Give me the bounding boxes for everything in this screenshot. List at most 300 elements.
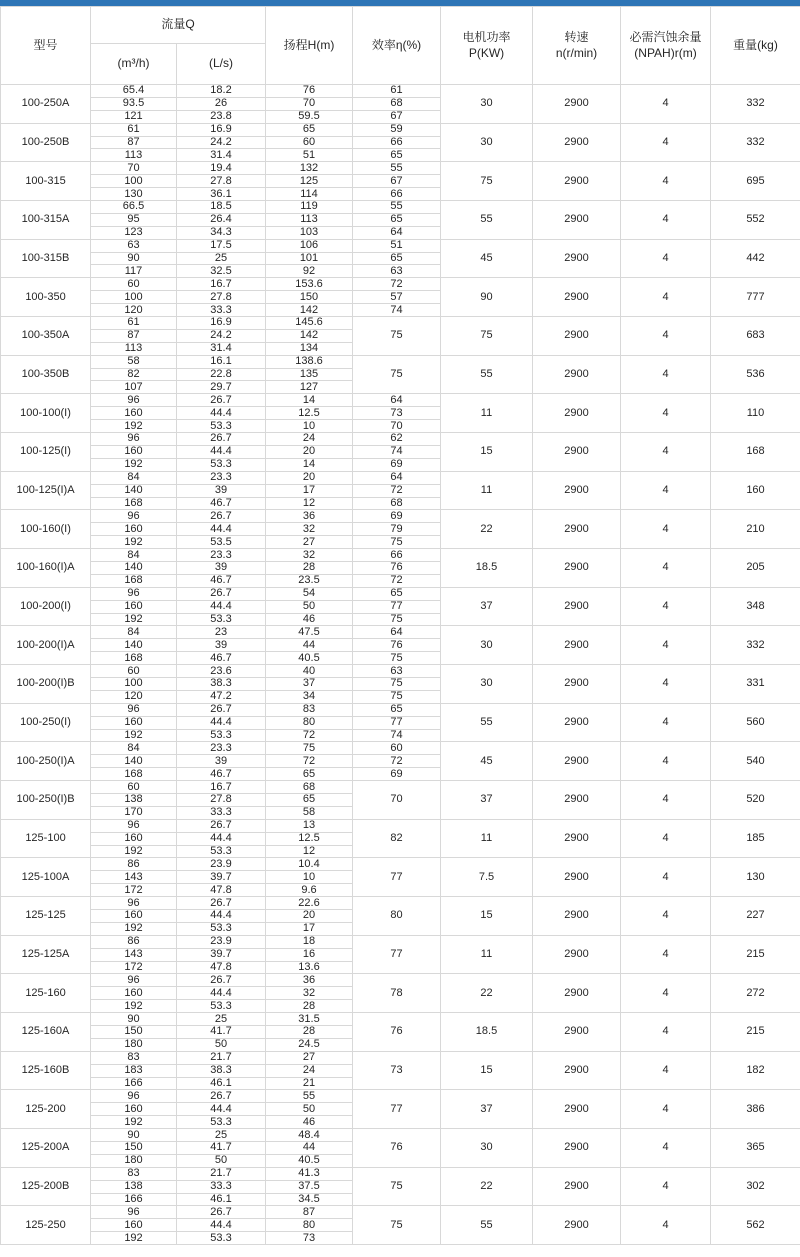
flow-m3h-cell: 192 (91, 845, 177, 858)
efficiency-cell: 55 (353, 201, 441, 214)
speed-cell: 2900 (533, 1129, 621, 1168)
table-body (1, 85, 800, 1245)
flow-m3h-cell: 107 (91, 381, 177, 394)
flow-m3h-cell: 140 (91, 639, 177, 652)
flow-m3h-cell: 65.4 (91, 85, 177, 98)
efficiency-cell: 76 (353, 639, 441, 652)
table-row (1, 433, 800, 446)
head-cell: 135 (266, 368, 353, 381)
weight-cell: 540 (711, 742, 800, 781)
flow-m3h-cell: 90 (91, 252, 177, 265)
npsh-cell: 4 (621, 278, 711, 317)
col-header-weight: 重量(kg) (711, 7, 800, 85)
head-cell: 106 (266, 239, 353, 252)
model-cell: 125-160A (1, 1013, 91, 1052)
flow-ls-cell: 23 (177, 626, 266, 639)
table-row (1, 317, 800, 330)
flow-m3h-cell: 61 (91, 123, 177, 136)
efficiency-cell: 72 (353, 484, 441, 497)
efficiency-cell: 73 (353, 407, 441, 420)
speed-cell: 2900 (533, 703, 621, 742)
power-cell: 55 (441, 1206, 533, 1245)
head-cell: 13.6 (266, 961, 353, 974)
head-cell: 92 (266, 265, 353, 278)
weight-cell: 272 (711, 974, 800, 1013)
head-cell: 37.5 (266, 1180, 353, 1193)
model-cell: 125-100A (1, 858, 91, 897)
efficiency-cell: 66 (353, 136, 441, 149)
flow-ls-cell: 53.3 (177, 1232, 266, 1245)
flow-m3h-cell: 168 (91, 768, 177, 781)
flow-m3h-cell: 150 (91, 1142, 177, 1155)
flow-m3h-cell: 84 (91, 549, 177, 562)
model-cell: 100-160(I)A (1, 549, 91, 588)
npsh-cell: 4 (621, 897, 711, 936)
flow-m3h-cell: 96 (91, 433, 177, 446)
weight-cell: 332 (711, 123, 800, 162)
speed-cell: 2900 (533, 781, 621, 820)
speed-cell: 2900 (533, 433, 621, 472)
flow-ls-cell: 41.7 (177, 1142, 266, 1155)
flow-m3h-cell: 96 (91, 974, 177, 987)
npsh-cell: 4 (621, 858, 711, 897)
head-cell: 32 (266, 549, 353, 562)
flow-m3h-cell: 172 (91, 961, 177, 974)
head-cell: 40.5 (266, 1154, 353, 1167)
table-row (1, 858, 800, 871)
flow-m3h-cell: 96 (91, 1206, 177, 1219)
flow-m3h-cell: 95 (91, 213, 177, 226)
speed-header-line2: n(r/min) (555, 45, 598, 60)
model-cell: 125-160B (1, 1051, 91, 1090)
model-cell: 100-350A (1, 317, 91, 356)
flow-m3h-cell: 83 (91, 1051, 177, 1064)
power-cell: 45 (441, 742, 533, 781)
weight-cell: 536 (711, 355, 800, 394)
head-cell: 16 (266, 948, 353, 961)
flow-m3h-cell: 168 (91, 652, 177, 665)
flow-ls-cell: 25 (177, 1013, 266, 1026)
flow-m3h-cell: 121 (91, 110, 177, 123)
table-row (1, 471, 800, 484)
npsh-cell: 4 (621, 355, 711, 394)
model-cell: 100-160(I) (1, 510, 91, 549)
head-cell: 75 (266, 742, 353, 755)
flow-ls-cell: 26.7 (177, 510, 266, 523)
flow-ls-cell: 26.7 (177, 587, 266, 600)
flow-ls-cell: 23.9 (177, 935, 266, 948)
head-cell: 32 (266, 523, 353, 536)
speed-cell: 2900 (533, 665, 621, 704)
flow-m3h-cell: 58 (91, 355, 177, 368)
weight-cell: 332 (711, 85, 800, 124)
npsh-cell: 4 (621, 626, 711, 665)
speed-cell: 2900 (533, 278, 621, 317)
efficiency-cell: 75 (353, 355, 441, 394)
npsh-cell: 4 (621, 433, 711, 472)
npsh-cell: 4 (621, 587, 711, 626)
efficiency-cell: 75 (353, 536, 441, 549)
flow-ls-cell: 46.7 (177, 574, 266, 587)
efficiency-cell: 63 (353, 265, 441, 278)
weight-cell: 562 (711, 1206, 800, 1245)
model-cell: 125-125A (1, 935, 91, 974)
npsh-cell: 4 (621, 1013, 711, 1052)
flow-ls-cell: 39 (177, 484, 266, 497)
head-cell: 10 (266, 420, 353, 433)
flow-m3h-cell: 138 (91, 793, 177, 806)
flow-m3h-cell: 82 (91, 368, 177, 381)
power-cell: 37 (441, 1090, 533, 1129)
flow-ls-cell: 39 (177, 639, 266, 652)
flow-ls-cell: 24.2 (177, 136, 266, 149)
head-cell: 72 (266, 755, 353, 768)
power-header-line1: 电机功率 (462, 29, 511, 44)
col-header-flow-group: 流量Q (91, 7, 266, 44)
flow-m3h-cell: 93.5 (91, 97, 177, 110)
head-cell: 17 (266, 922, 353, 935)
flow-m3h-cell: 60 (91, 781, 177, 794)
flow-ls-cell: 44.4 (177, 523, 266, 536)
flow-ls-cell: 50 (177, 1154, 266, 1167)
flow-ls-cell: 26.7 (177, 1090, 266, 1103)
head-cell: 72 (266, 729, 353, 742)
flow-m3h-cell: 87 (91, 136, 177, 149)
head-cell: 17 (266, 484, 353, 497)
flow-ls-cell: 53.3 (177, 613, 266, 626)
efficiency-cell: 63 (353, 665, 441, 678)
weight-cell: 348 (711, 587, 800, 626)
flow-m3h-cell: 143 (91, 871, 177, 884)
flow-m3h-cell: 160 (91, 910, 177, 923)
speed-cell: 2900 (533, 1051, 621, 1090)
npsh-cell: 4 (621, 1090, 711, 1129)
head-cell: 55 (266, 1090, 353, 1103)
flow-ls-cell: 26.7 (177, 897, 266, 910)
efficiency-cell: 66 (353, 549, 441, 562)
flow-m3h-cell: 140 (91, 484, 177, 497)
efficiency-cell: 75 (353, 613, 441, 626)
flow-ls-cell: 26.7 (177, 974, 266, 987)
flow-ls-cell: 44.4 (177, 600, 266, 613)
speed-cell: 2900 (533, 1090, 621, 1129)
flow-m3h-cell: 96 (91, 1090, 177, 1103)
efficiency-cell: 68 (353, 497, 441, 510)
power-cell: 37 (441, 781, 533, 820)
table-row (1, 162, 800, 175)
speed-cell: 2900 (533, 549, 621, 588)
flow-m3h-cell: 160 (91, 523, 177, 536)
efficiency-cell: 74 (353, 729, 441, 742)
model-cell: 100-250(I)B (1, 781, 91, 820)
model-cell: 100-250B (1, 123, 91, 162)
flow-m3h-cell: 143 (91, 948, 177, 961)
weight-cell: 110 (711, 394, 800, 433)
head-cell: 12.5 (266, 407, 353, 420)
head-cell: 101 (266, 252, 353, 265)
weight-cell: 683 (711, 317, 800, 356)
head-cell: 18 (266, 935, 353, 948)
efficiency-cell: 74 (353, 304, 441, 317)
flow-ls-cell: 44.4 (177, 910, 266, 923)
table-row (1, 1129, 800, 1142)
efficiency-cell: 76 (353, 561, 441, 574)
power-cell: 15 (441, 433, 533, 472)
weight-cell: 302 (711, 1167, 800, 1206)
flow-m3h-cell: 180 (91, 1154, 177, 1167)
flow-m3h-cell: 113 (91, 342, 177, 355)
head-cell: 132 (266, 162, 353, 175)
power-cell: 30 (441, 626, 533, 665)
speed-header-line1: 转速 (564, 29, 589, 44)
speed-cell: 2900 (533, 742, 621, 781)
head-cell: 27 (266, 536, 353, 549)
npsh-cell: 4 (621, 703, 711, 742)
flow-m3h-cell: 63 (91, 239, 177, 252)
table-row (1, 781, 800, 794)
flow-m3h-cell: 172 (91, 884, 177, 897)
weight-cell: 560 (711, 703, 800, 742)
efficiency-cell: 80 (353, 897, 441, 936)
weight-cell: 365 (711, 1129, 800, 1168)
flow-m3h-cell: 166 (91, 1193, 177, 1206)
flow-m3h-cell: 120 (91, 690, 177, 703)
speed-cell: 2900 (533, 858, 621, 897)
head-cell: 28 (266, 561, 353, 574)
flow-m3h-cell: 168 (91, 574, 177, 587)
efficiency-cell: 55 (353, 162, 441, 175)
table-row (1, 819, 800, 832)
table-row (1, 1051, 800, 1064)
npsh-cell: 4 (621, 123, 711, 162)
speed-cell: 2900 (533, 587, 621, 626)
head-cell: 20 (266, 445, 353, 458)
head-cell: 12 (266, 845, 353, 858)
table-row (1, 1167, 800, 1180)
head-cell: 65 (266, 123, 353, 136)
flow-ls-cell: 46.7 (177, 652, 266, 665)
flow-ls-cell: 16.9 (177, 123, 266, 136)
flow-m3h-cell: 192 (91, 420, 177, 433)
efficiency-cell: 75 (353, 690, 441, 703)
flow-ls-cell: 27.8 (177, 291, 266, 304)
weight-cell: 552 (711, 201, 800, 240)
head-cell: 12 (266, 497, 353, 510)
head-cell: 28 (266, 1026, 353, 1039)
table-row (1, 665, 800, 678)
head-cell: 40 (266, 665, 353, 678)
flow-ls-cell: 23.3 (177, 742, 266, 755)
efficiency-cell: 65 (353, 149, 441, 162)
speed-cell: 2900 (533, 394, 621, 433)
power-cell: 55 (441, 355, 533, 394)
npsh-cell: 4 (621, 1167, 711, 1206)
flow-m3h-cell: 170 (91, 806, 177, 819)
col-header-flow-m3h: (m³/h) (91, 44, 177, 85)
head-cell: 80 (266, 1219, 353, 1232)
head-cell: 145.6 (266, 317, 353, 330)
col-header-speed (533, 7, 621, 85)
flow-m3h-cell: 90 (91, 1129, 177, 1142)
flow-ls-cell: 44.4 (177, 407, 266, 420)
model-cell: 125-200A (1, 1129, 91, 1168)
efficiency-cell: 78 (353, 974, 441, 1013)
flow-ls-cell: 53.3 (177, 458, 266, 471)
head-cell: 46 (266, 613, 353, 626)
efficiency-cell: 77 (353, 935, 441, 974)
efficiency-cell: 68 (353, 97, 441, 110)
flow-m3h-cell: 150 (91, 1026, 177, 1039)
flow-m3h-cell: 160 (91, 1103, 177, 1116)
power-cell: 15 (441, 1051, 533, 1090)
head-cell: 119 (266, 201, 353, 214)
weight-cell: 442 (711, 239, 800, 278)
flow-m3h-cell: 192 (91, 922, 177, 935)
head-cell: 58 (266, 806, 353, 819)
power-cell: 15 (441, 897, 533, 936)
flow-ls-cell: 27.8 (177, 175, 266, 188)
flow-m3h-cell: 86 (91, 935, 177, 948)
model-cell: 100-315B (1, 239, 91, 278)
flow-m3h-cell: 138 (91, 1180, 177, 1193)
flow-m3h-cell: 180 (91, 1038, 177, 1051)
flow-ls-cell: 53.5 (177, 536, 266, 549)
power-cell: 22 (441, 510, 533, 549)
flow-m3h-cell: 100 (91, 291, 177, 304)
flow-ls-cell: 23.3 (177, 471, 266, 484)
speed-cell: 2900 (533, 819, 621, 858)
flow-ls-cell: 18.2 (177, 85, 266, 98)
npsh-cell: 4 (621, 510, 711, 549)
flow-m3h-cell: 166 (91, 1077, 177, 1090)
model-cell: 100-100(I) (1, 394, 91, 433)
flow-ls-cell: 22.8 (177, 368, 266, 381)
table-row (1, 587, 800, 600)
flow-ls-cell: 31.4 (177, 342, 266, 355)
flow-ls-cell: 50 (177, 1038, 266, 1051)
flow-ls-cell: 16.7 (177, 278, 266, 291)
table-row (1, 626, 800, 639)
head-cell: 36 (266, 510, 353, 523)
flow-ls-cell: 33.3 (177, 806, 266, 819)
head-cell: 153.6 (266, 278, 353, 291)
head-cell: 10 (266, 871, 353, 884)
table-row (1, 1206, 800, 1219)
flow-ls-cell: 34.3 (177, 226, 266, 239)
npsh-cell: 4 (621, 239, 711, 278)
flow-m3h-cell: 96 (91, 394, 177, 407)
efficiency-cell: 65 (353, 587, 441, 600)
flow-m3h-cell: 160 (91, 832, 177, 845)
head-cell: 21 (266, 1077, 353, 1090)
weight-cell: 130 (711, 858, 800, 897)
npsh-cell: 4 (621, 1129, 711, 1168)
flow-m3h-cell: 100 (91, 175, 177, 188)
flow-ls-cell: 23.6 (177, 665, 266, 678)
efficiency-cell: 64 (353, 226, 441, 239)
head-cell: 114 (266, 188, 353, 201)
efficiency-cell: 72 (353, 278, 441, 291)
flow-ls-cell: 39.7 (177, 871, 266, 884)
speed-cell: 2900 (533, 974, 621, 1013)
flow-m3h-cell: 90 (91, 1013, 177, 1026)
flow-m3h-cell: 117 (91, 265, 177, 278)
model-cell: 100-350 (1, 278, 91, 317)
table-row (1, 1013, 800, 1026)
head-cell: 44 (266, 639, 353, 652)
efficiency-cell: 69 (353, 510, 441, 523)
head-cell: 24 (266, 1064, 353, 1077)
flow-ls-cell: 44.4 (177, 445, 266, 458)
efficiency-cell: 74 (353, 445, 441, 458)
flow-ls-cell: 26.7 (177, 703, 266, 716)
flow-m3h-cell: 130 (91, 188, 177, 201)
flow-m3h-cell: 86 (91, 858, 177, 871)
head-cell: 113 (266, 213, 353, 226)
npsh-cell: 4 (621, 394, 711, 433)
head-cell: 103 (266, 226, 353, 239)
npsh-cell: 4 (621, 781, 711, 820)
flow-ls-cell: 38.3 (177, 1064, 266, 1077)
model-cell: 125-160 (1, 974, 91, 1013)
weight-cell: 185 (711, 819, 800, 858)
speed-cell: 2900 (533, 85, 621, 124)
model-cell: 125-100 (1, 819, 91, 858)
weight-cell: 777 (711, 278, 800, 317)
table-row (1, 549, 800, 562)
flow-ls-cell: 27.8 (177, 793, 266, 806)
efficiency-cell: 65 (353, 252, 441, 265)
efficiency-cell: 67 (353, 175, 441, 188)
head-cell: 28 (266, 1000, 353, 1013)
flow-m3h-cell: 84 (91, 471, 177, 484)
head-cell: 24.5 (266, 1038, 353, 1051)
model-cell: 100-350B (1, 355, 91, 394)
flow-ls-cell: 31.4 (177, 149, 266, 162)
weight-cell: 695 (711, 162, 800, 201)
efficiency-cell: 82 (353, 819, 441, 858)
head-cell: 150 (266, 291, 353, 304)
power-cell: 55 (441, 703, 533, 742)
efficiency-cell: 51 (353, 239, 441, 252)
speed-cell: 2900 (533, 201, 621, 240)
flow-m3h-cell: 160 (91, 407, 177, 420)
weight-cell: 331 (711, 665, 800, 704)
flow-m3h-cell: 192 (91, 536, 177, 549)
head-cell: 54 (266, 587, 353, 600)
efficiency-cell: 73 (353, 1051, 441, 1090)
model-cell: 125-200B (1, 1167, 91, 1206)
power-cell: 18.5 (441, 549, 533, 588)
efficiency-cell: 69 (353, 768, 441, 781)
flow-ls-cell: 47.8 (177, 961, 266, 974)
head-cell: 68 (266, 781, 353, 794)
col-header-efficiency: 效率η(%) (353, 7, 441, 85)
table-row (1, 123, 800, 136)
flow-m3h-cell: 123 (91, 226, 177, 239)
npsh-cell: 4 (621, 162, 711, 201)
efficiency-cell: 75 (353, 1206, 441, 1245)
power-cell: 30 (441, 85, 533, 124)
table-row (1, 935, 800, 948)
flow-ls-cell: 16.7 (177, 781, 266, 794)
head-cell: 44 (266, 1142, 353, 1155)
efficiency-cell: 57 (353, 291, 441, 304)
speed-cell: 2900 (533, 1013, 621, 1052)
efficiency-cell: 77 (353, 1090, 441, 1129)
table-row (1, 278, 800, 291)
flow-ls-cell: 25 (177, 1129, 266, 1142)
